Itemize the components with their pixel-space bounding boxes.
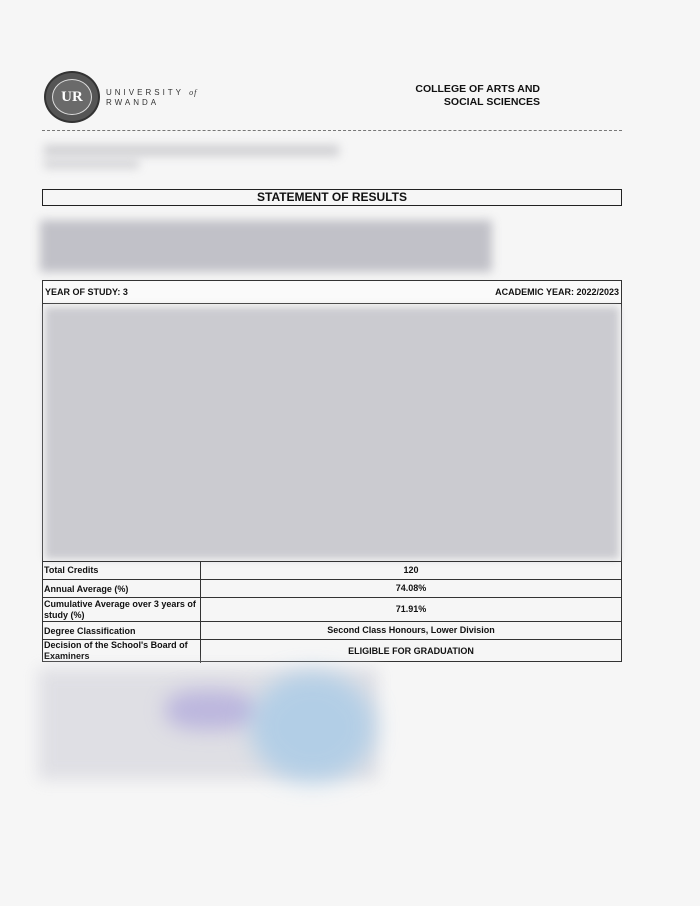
summary-row xyxy=(43,597,621,622)
logo-monogram: UR xyxy=(52,79,92,115)
summary-row xyxy=(43,561,621,580)
summary-label: Annual Average (%) xyxy=(44,584,129,594)
header-divider xyxy=(42,130,622,131)
summary-value: Second Class Honours, Lower Division xyxy=(327,625,495,635)
college-name xyxy=(390,83,540,109)
summary-row xyxy=(43,621,621,640)
college-name-line2: SOCIAL SCIENCES xyxy=(443,96,540,108)
summary-label: Total Credits xyxy=(44,565,99,575)
summary-value: 71.91% xyxy=(395,604,427,614)
university-name-line2: RWANDA xyxy=(106,98,160,107)
summary-value: 74.08% xyxy=(395,583,427,593)
academic-year: ACADEMIC YEAR: 2022/2023 xyxy=(495,287,619,297)
university-name xyxy=(106,88,197,107)
university-logo xyxy=(44,71,100,123)
summary-label: Degree Classification xyxy=(44,626,136,636)
summary-value: 120 xyxy=(403,565,419,575)
summary-row xyxy=(43,579,621,598)
year-of-study: YEAR OF STUDY: 3 xyxy=(45,287,128,297)
summary-row xyxy=(43,639,621,663)
summary-label: Cumulative Average over 3 years of study (%) xyxy=(44,599,196,620)
signature-blur xyxy=(165,690,255,730)
redacted-department-line xyxy=(44,160,139,168)
summary-label: Decision of the School's Board of Examiners xyxy=(44,640,188,661)
redacted-school-line xyxy=(44,145,339,156)
document-title: STATEMENT OF RESULTS xyxy=(42,189,622,206)
official-stamp-blur xyxy=(250,672,375,782)
redacted-modules-grid xyxy=(45,307,619,559)
redacted-student-info xyxy=(40,220,492,272)
university-name-of: of xyxy=(189,88,198,97)
results-table xyxy=(42,280,622,662)
results-table-header xyxy=(43,281,621,304)
university-name-line1: UNIVERSITY xyxy=(106,88,184,97)
summary-value: ELIGIBLE FOR GRADUATION xyxy=(348,646,474,656)
college-name-line1: COLLEGE OF ARTS AND xyxy=(415,83,540,95)
